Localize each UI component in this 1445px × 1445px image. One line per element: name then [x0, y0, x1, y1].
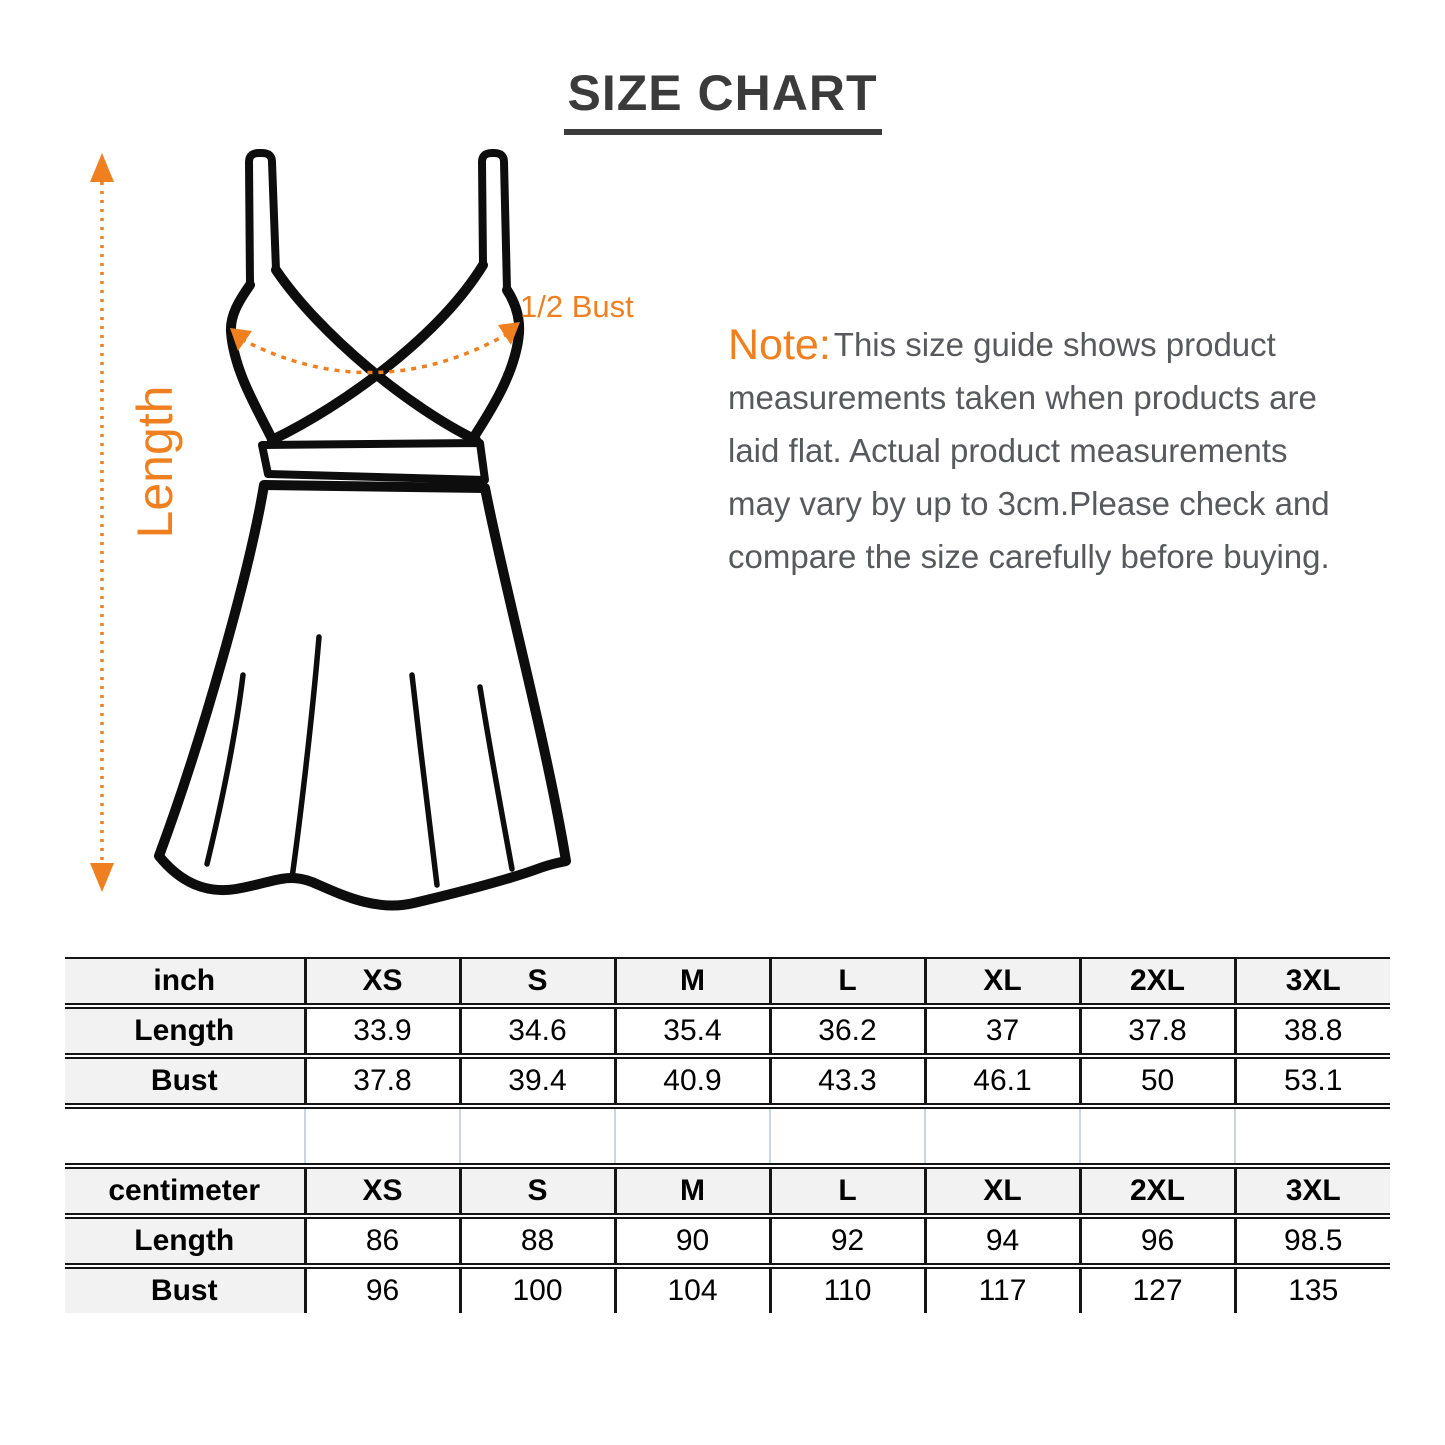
note-line: may vary by up to 3cm.Please check and	[728, 485, 1330, 522]
table-row	[65, 1056, 1390, 1106]
table-row	[65, 1266, 1390, 1313]
value-cell: 100	[460, 1266, 615, 1313]
value-cell: 92	[770, 1216, 925, 1266]
note-line: compare the size carefully before buying.	[728, 538, 1330, 575]
table-row	[65, 1216, 1390, 1266]
note-label: Note:	[728, 321, 831, 369]
value-cell: 110	[770, 1266, 925, 1313]
value-cell: 46.1	[925, 1056, 1080, 1106]
value-cell: 94	[925, 1216, 1080, 1266]
value-cell: 37	[925, 1006, 1080, 1056]
dress-illustration	[110, 140, 670, 940]
size-header-cell: XL	[925, 1166, 1080, 1216]
value-cell: 33.9	[305, 1006, 460, 1056]
size-header-cell: L	[770, 958, 925, 1006]
unit-header-cell: centimeter	[65, 1166, 305, 1216]
size-header-cell: 3XL	[1235, 1166, 1390, 1216]
size-header-cell: M	[615, 958, 770, 1006]
value-cell: 40.9	[615, 1056, 770, 1106]
size-header-cell: XS	[305, 1166, 460, 1216]
note-text: This size guide shows product	[833, 326, 1276, 363]
table-row	[65, 1006, 1390, 1056]
dress-strap-left	[249, 153, 276, 285]
value-cell: 38.8	[1235, 1006, 1390, 1056]
unit-header-cell: inch	[65, 958, 305, 1006]
value-cell: 53.1	[1235, 1056, 1390, 1106]
value-cell: 127	[1080, 1266, 1235, 1313]
size-header-cell: M	[615, 1166, 770, 1216]
value-cell: 37.8	[305, 1056, 460, 1106]
value-cell: 50	[1080, 1056, 1235, 1106]
value-cell: 36.2	[770, 1006, 925, 1056]
value-cell: 43.3	[770, 1056, 925, 1106]
size-header-cell: L	[770, 1166, 925, 1216]
size-header-cell: S	[460, 1166, 615, 1216]
row-label-cell: Bust	[65, 1266, 305, 1313]
value-cell: 86	[305, 1216, 460, 1266]
value-cell: 104	[615, 1266, 770, 1313]
size-header-cell: 2XL	[1080, 958, 1235, 1006]
bust-label: 1/2 Bust	[520, 289, 634, 324]
length-label: Length	[127, 385, 183, 539]
table-header-row	[65, 958, 1390, 1006]
value-cell: 39.4	[460, 1056, 615, 1106]
column-divider-lines	[65, 1109, 1390, 1163]
value-cell: 117	[925, 1266, 1080, 1313]
dress-waistband-path	[262, 443, 485, 480]
value-cell: 96	[1080, 1216, 1235, 1266]
size-table-centimeter	[65, 1163, 1390, 1313]
size-header-cell: XL	[925, 958, 1080, 1006]
note-block	[728, 318, 1413, 583]
note-line	[728, 318, 1413, 371]
value-cell: 96	[305, 1266, 460, 1313]
value-cell: 98.5	[1235, 1216, 1390, 1266]
page-title: SIZE CHART	[564, 64, 882, 135]
size-header-cell: S	[460, 958, 615, 1006]
value-cell: 88	[460, 1216, 615, 1266]
value-cell: 34.6	[460, 1006, 615, 1056]
size-header-cell: XS	[305, 958, 460, 1006]
note-line: measurements taken when products are	[728, 379, 1317, 416]
value-cell: 135	[1235, 1266, 1390, 1313]
size-header-cell: 2XL	[1080, 1166, 1235, 1216]
row-label-cell: Bust	[65, 1056, 305, 1106]
value-cell: 35.4	[615, 1006, 770, 1056]
note-line: laid flat. Actual product measurements	[728, 432, 1288, 469]
length-arrow-icon	[85, 150, 125, 895]
value-cell: 90	[615, 1216, 770, 1266]
size-table-inch	[65, 957, 1390, 1109]
value-cell: 37.8	[1080, 1006, 1235, 1056]
bust-arrow-icon	[225, 312, 525, 382]
row-label-cell: Length	[65, 1006, 305, 1056]
size-header-cell: 3XL	[1235, 958, 1390, 1006]
row-label-cell: Length	[65, 1216, 305, 1266]
table-header-row	[65, 1166, 1390, 1216]
